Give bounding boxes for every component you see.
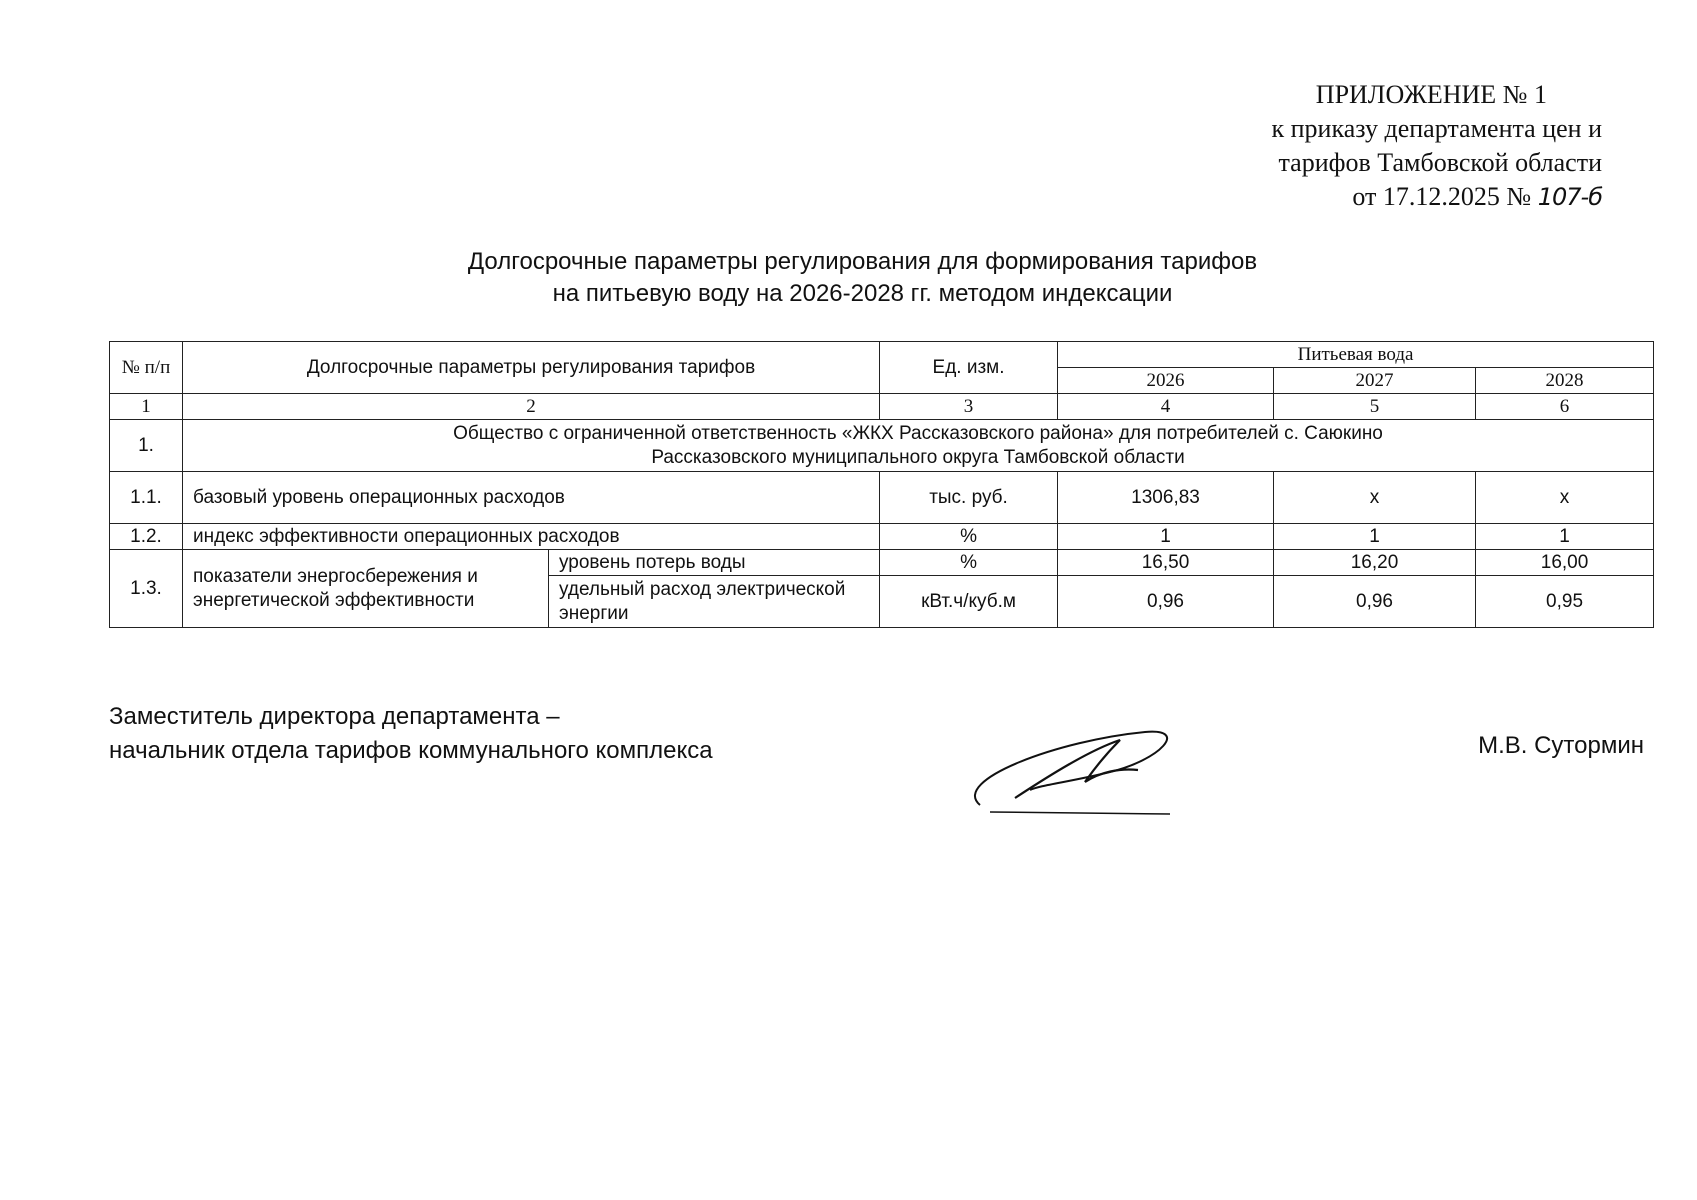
header-param: Долгосрочные параметры регулирования тарифов [183,342,880,394]
signer-position-line-1: Заместитель директора департамента – [109,703,560,730]
appendix-line-1: к приказу департамента цен и [1271,114,1602,143]
col-number: 5 [1274,394,1476,420]
handwritten-order-number: 107-б [1537,183,1602,211]
row-num: 1.1. [110,472,183,524]
header-year: 2026 [1058,368,1274,394]
appendix-date: от 17.12.2025 № [1352,182,1532,211]
appendix-header [1272,78,1602,214]
row-num: 1.3. [110,550,183,628]
col-number: 1 [110,394,183,420]
document-title [0,246,1697,310]
section-title-line-2: Рассказовского муниципального округа Тамбовской области [651,446,1185,468]
section-title-line-1: Общество с ограниченной ответственность «ЖКХ Рассказовского района» для потребителей с. Саюкино [453,422,1383,444]
col-number: 4 [1058,394,1274,420]
row-unit: % [880,550,1058,576]
header-year: 2027 [1274,368,1476,394]
document-title-line-1: Долгосрочные параметры регулирования для формирования тарифов [467,248,1258,275]
row-value: 16,00 [1476,550,1654,576]
header-drinking-water: Питьевая вода [1058,342,1654,368]
row-unit: % [880,524,1058,550]
section-title [183,420,1654,472]
row-value: 16,20 [1274,550,1476,576]
signer-position-line-2: начальник отдела тарифов коммунального комплекса [109,737,713,764]
signer-position [109,700,713,768]
signer-name: М.В. Сутормин [1478,732,1644,759]
row-num: 1.2. [110,524,183,550]
header-unit: Ед. изм. [880,342,1058,394]
row-value: 1306,83 [1058,472,1274,524]
row-param: показатели энергосбережения и энергетической эффективности [183,550,549,628]
parameters-table [109,341,1654,628]
row-value: 1 [1058,524,1274,550]
appendix-title: ПРИЛОЖЕНИЕ № 1 [1315,80,1547,109]
row-param: индекс эффективности операционных расходов [183,524,880,550]
row-value: 1 [1274,524,1476,550]
row-value: х [1274,472,1476,524]
subrow-name: удельный расход электрической энергии [549,576,880,628]
document-title-line-2: на питьевую воду на 2026-2028 гг. методом индексации [552,280,1173,307]
row-value: 0,96 [1058,576,1274,628]
row-value: 1 [1476,524,1654,550]
header-year: 2028 [1476,368,1654,394]
appendix-date-line [1272,180,1602,214]
row-param: базовый уровень операционных расходов [183,472,880,524]
appendix-line-2: тарифов Тамбовской области [1278,148,1602,177]
col-number: 3 [880,394,1058,420]
subrow-name: уровень потерь воды [549,550,880,576]
row-value: х [1476,472,1654,524]
header-num: № п/п [110,342,183,394]
row-unit: кВт.ч/куб.м [880,576,1058,628]
handwritten-signature [970,720,1190,820]
row-value: 16,50 [1058,550,1274,576]
col-number: 6 [1476,394,1654,420]
row-value: 0,95 [1476,576,1654,628]
section-num: 1. [110,420,183,472]
row-value: 0,96 [1274,576,1476,628]
row-unit: тыс. руб. [880,472,1058,524]
col-number: 2 [183,394,880,420]
